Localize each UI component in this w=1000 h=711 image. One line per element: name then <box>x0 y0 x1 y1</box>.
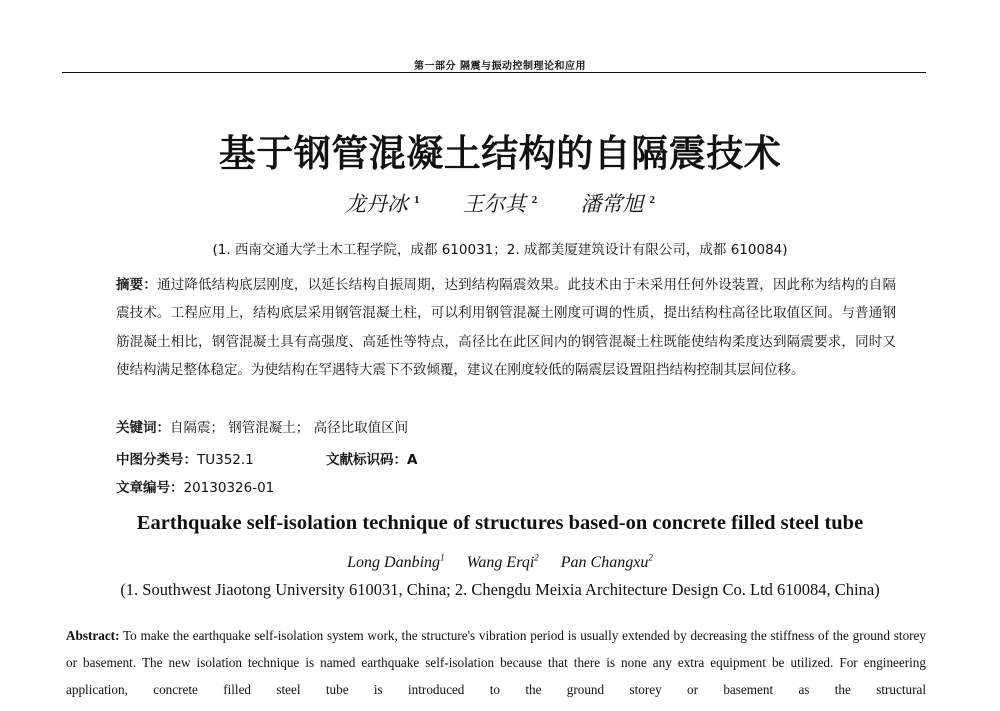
authors-chinese <box>0 188 1000 218</box>
author-en <box>347 554 444 571</box>
abstract-chinese <box>116 271 896 384</box>
article-number <box>116 476 274 496</box>
author-name: 龙丹冰 <box>345 192 408 216</box>
clc-label: 中图分类号： <box>116 452 197 468</box>
clc-value: TU352.1 <box>197 452 254 468</box>
abstract-en-label: Abstract: <box>66 628 120 643</box>
author-name: 潘常旭 <box>580 192 644 216</box>
author-zh <box>581 192 656 216</box>
doc-code-label: 文献标识码： <box>326 452 407 468</box>
keywords-label: 关键词： <box>116 420 170 436</box>
abstract-label: 摘要： <box>116 277 158 293</box>
author-name: Long Danbing <box>347 554 441 572</box>
author-en <box>467 554 539 571</box>
title-chinese: 基于钢管混凝土结构的自隔震技术 <box>218 132 782 175</box>
author-en <box>561 554 653 571</box>
author-affil-mark: 1 <box>440 553 445 563</box>
author-affil-mark: 2 <box>534 553 539 563</box>
author-affil-mark: 2 <box>531 194 538 206</box>
author-name: Pan Changxu <box>560 554 649 572</box>
clc-number <box>116 448 254 468</box>
author-affil-mark: 2 <box>648 553 653 563</box>
running-head: 第一部分 隔震与振动控制理论和应用 <box>414 61 586 72</box>
abstract-text: 通过降低结构底层刚度，以延长结构自振周期，达到结构隔震效果。此技术由于未采用任何外设装置，因此称为结构的自隔震技术。工程应用上，结构底层采用钢管混凝土柱，可以利用钢管混凝土刚度可调的性质，提出结构柱高径比取值区间。与普通钢筋混凝土相比，钢管混凝土具有高强度、高延性等特点，高径比在此区间内的钢管混凝土柱既能使结构柔度达到隔震要求，同时又使结构满足整体稳定。为使结构在罕遇特大震下不致倾覆，建议在刚度较低的隔震层设置阻挡结构控制其层间位移。 <box>116 277 896 378</box>
article-no-value: 20130326-01 <box>183 480 275 496</box>
document-code <box>326 448 417 468</box>
abstract-english <box>66 622 926 704</box>
abstract-en-text: To make the earthquake self-isolation system work, the structure's vibration period is usually extended by decreasing the stiffness of the ground storey or basement. The new isolation technique is named earthquake self-isolation because that there is none any extra equipment be utilized. For engineering application, concrete filled steel tube is introduced to the ground storey or basement as the structural <box>66 628 926 698</box>
article-no-label: 文章编号： <box>116 480 184 496</box>
author-name: 王尔其 <box>462 192 526 216</box>
author-name: Wang Erqi <box>466 554 535 572</box>
affiliation-chinese: (1. 西南交通大学土木工程学院，成都 610031；2. 成都美厦建筑设计有限公司，成都 610084) <box>212 242 788 258</box>
author-affil-mark: 2 <box>649 194 655 206</box>
title-english: Earthquake self-isolation technique of structures based-on concrete filled steel tube <box>136 512 864 534</box>
keywords-chinese <box>116 414 896 442</box>
author-zh <box>345 192 420 216</box>
author-affil-mark: 1 <box>414 194 420 206</box>
header-rule <box>62 72 926 73</box>
author-zh <box>463 192 538 216</box>
affiliation-english: (1. Southwest Jiaotong University 610031, China; 2. Chengdu Meixia Architecture Design Co. Ltd 610084, China) <box>120 580 880 599</box>
authors-english <box>0 553 1000 572</box>
keywords-text: 自隔震； 钢管混凝土； 高径比取值区间 <box>170 420 409 436</box>
doc-code-value: A <box>407 452 418 468</box>
